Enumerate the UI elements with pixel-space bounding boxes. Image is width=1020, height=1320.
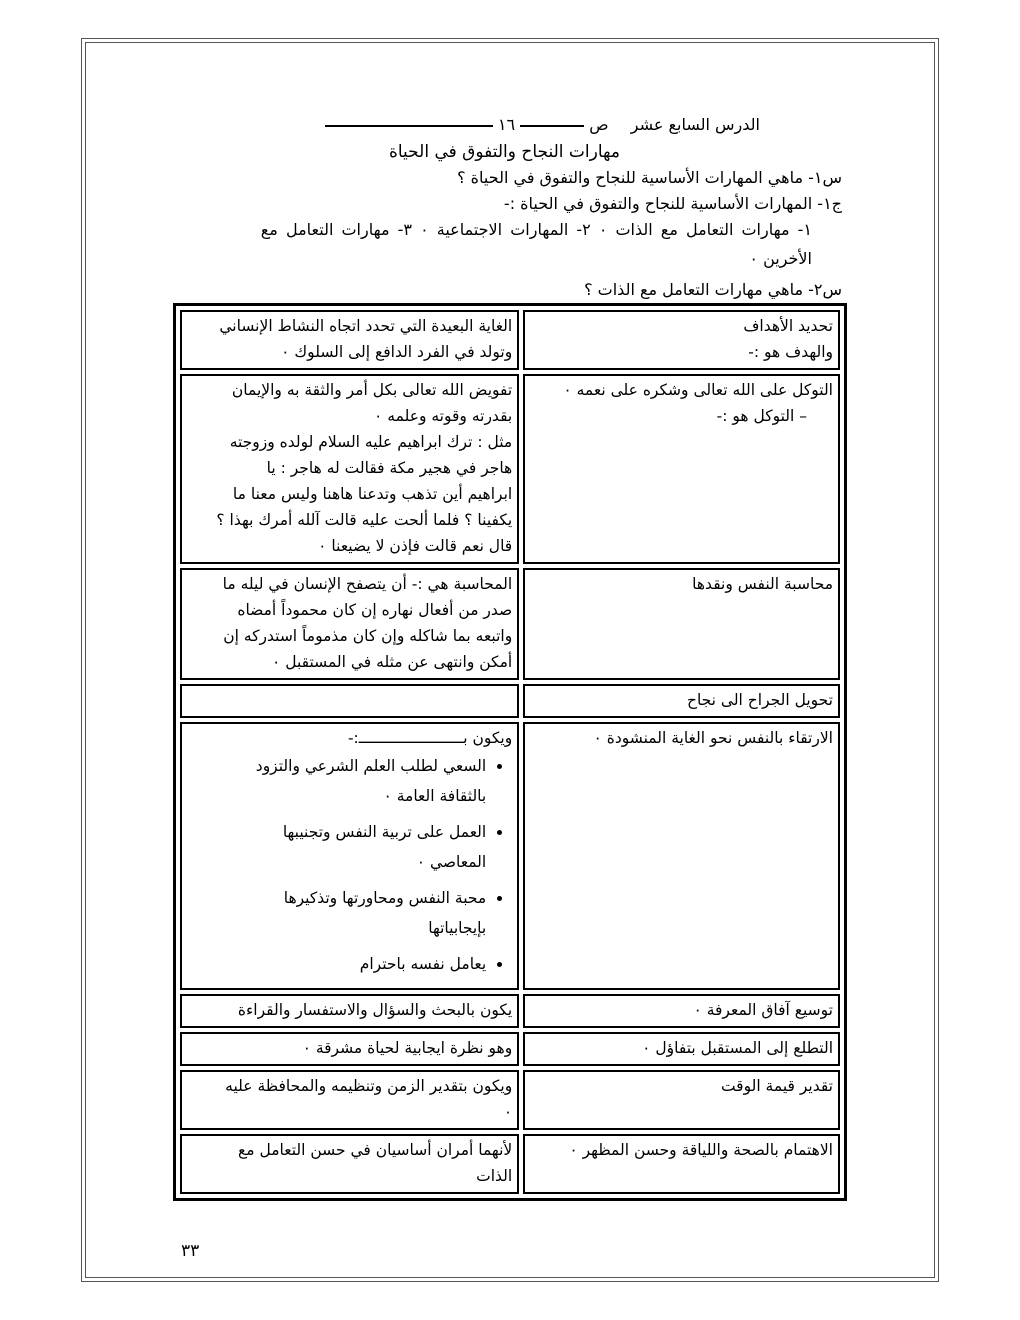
description-cell [180, 722, 519, 990]
skill-cell: الاهتمام بالصحة واللياقة وحسن المظهر ٠ [523, 1134, 840, 1194]
page-label: ص [589, 115, 609, 134]
header-rule-short [520, 125, 584, 127]
list-item: • يعامل نفسه باحترام [187, 949, 486, 979]
lesson-header [325, 114, 760, 136]
answer-1-items: ١- مهارات التعامل مع الذات ٠ ٢- المهارات الاجتماعية ٠ ٣- مهارات التعامل مع [260, 220, 812, 239]
description-cell: المحاسبة هي :- أن يتصفح الإنسان في ليله ما صدر من أفعال نهاره إن كان محموداً أمضاه واتبعه بما شاكله وإن كان مذموماً استدركه إن أمكن وانتهى عن مثله في المستقبل ٠ [180, 568, 519, 680]
header-rule-long [325, 125, 493, 127]
skill-cell: التوكل على الله تعالى وشكره على نعمه ٠ – التوكل هو :- [523, 374, 840, 564]
table-row [180, 1032, 840, 1066]
skill-cell: الارتقاء بالنفس نحو الغاية المنشودة ٠ [523, 722, 840, 990]
table-row [180, 374, 840, 564]
skill-cell: تحويل الجراح الى نجاح [523, 684, 840, 718]
description-cell: الغاية البعيدة التي تحدد اتجاه النشاط الإنساني وتولد في الفرد الدافع إلى السلوك ٠ [180, 310, 519, 370]
table-row [180, 722, 840, 990]
description-intro: ويكون بـــــــــــــــــــــــ:- [347, 729, 513, 747]
skill-cell: التطلع إلى المستقبل بتفاؤل ٠ [523, 1032, 840, 1066]
page-number: ٣٣ [181, 1241, 200, 1261]
table-row [180, 684, 840, 718]
description-cell: لأنهما أمران أساسيان في حسن التعامل مع الذات [180, 1134, 519, 1194]
table-row [180, 568, 840, 680]
description-cell-empty [180, 684, 519, 718]
description-cell: يكون بالبحث والسؤال والاستفسار والقراءة [180, 994, 519, 1028]
answer-1-items-continued: الأخرين ٠ [749, 249, 812, 268]
description-cell: تفويض الله تعالى بكل أمر والثقة به والإيمان بقدرته وقوته وعلمه ٠ مثل : ترك ابراهيم عليه السلام لولده وزوجته هاجر في هجير مكة فقالت له هاجر : يا ابراهيم أين تذهب وتدعنا هاهنا وليس معنا ما يكفينا ؟ فلما ألحت عليه قالت آلله أمرك بهذا ؟ قال نعم قالت فإذن لا يضيعنا ٠ [180, 374, 519, 564]
question-2: س٢- ماهي مهارات التعامل مع الذات ؟ [584, 280, 842, 299]
lesson-label: الدرس السابع عشر [630, 115, 760, 134]
skill-cell: تحديد الأهداف والهدف هو :- [523, 310, 840, 370]
bullet-list [187, 751, 512, 979]
skill-cell: توسيع آفاق المعرفة ٠ [523, 994, 840, 1028]
skill-cell: محاسبة النفس ونقدها [523, 568, 840, 680]
list-item: • محبة النفس ومحاورتها وتذكيرها بإيجابياتها [187, 883, 486, 943]
page-ref: ١٦ [497, 115, 516, 134]
self-skills-table [173, 303, 847, 1201]
description-cell: ويكون بتقدير الزمن وتنظيمه والمحافظة عليه ٠ [180, 1070, 519, 1130]
question-1: س١- ماهي المهارات الأساسية للنجاح والتفوق في الحياة ؟ [457, 168, 842, 187]
table-row [180, 994, 840, 1028]
page-title: مهارات النجاح والتفوق في الحياة [388, 142, 620, 162]
answer-1: ج١- المهارات الأساسية للنجاح والتفوق في الحياة :- [503, 194, 842, 213]
table-row [180, 1070, 840, 1130]
table-row [180, 1134, 840, 1194]
list-item: • العمل على تربية النفس وتجنيبها المعاصي ٠ [187, 817, 486, 877]
table-row [180, 310, 840, 370]
description-cell: وهو نظرة ايجابية لحياة مشرقة ٠ [180, 1032, 519, 1066]
list-item: • السعي لطلب العلم الشرعي والتزود بالثقافة العامة ٠ [187, 751, 486, 811]
skill-cell: تقدير قيمة الوقت [523, 1070, 840, 1130]
